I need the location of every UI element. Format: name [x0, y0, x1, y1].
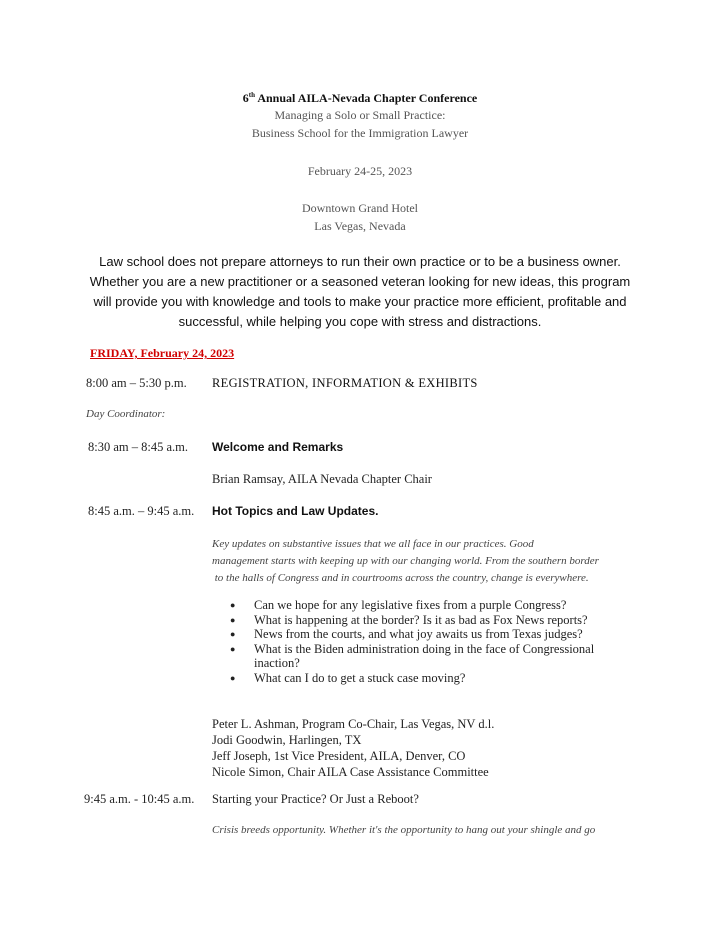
hot-topics-description-line-2: management starts with keeping up with our changing world. From the southern border: [212, 555, 599, 567]
hot-topics-time: 8:45 a.m. – 9:45 a.m.: [88, 504, 195, 518]
hot-topics-title: Hot Topics and Law Updates.: [212, 504, 379, 518]
starting-practice-description: Crisis breeds opportunity. Whether it's the opportunity to hang out your shingle and go: [212, 824, 596, 836]
conference-title: [0, 86, 720, 107]
subtitle-line-1: Managing a Solo or Small Practice:: [274, 108, 446, 122]
bullet-item: ● Can we hope for any legislative fixes from a purple Congress?: [230, 598, 630, 613]
bullet-item: ● News from the courts, and what joy awaits us from Texas judges?: [230, 627, 630, 642]
welcome-time: 8:30 am – 8:45 a.m.: [88, 440, 188, 454]
title-rest: Annual AILA-Nevada Chapter Conference: [255, 91, 478, 105]
hot-topics-description-line-3: to the halls of Congress and in courtrooms across the country, change is everywhere.: [212, 572, 589, 584]
registration-time: 8:00 am – 5:30 p.m.: [86, 376, 187, 390]
title-number: 6: [242, 91, 249, 105]
speaker-line: Nicole Simon, Chair AILA Case Assistance Committee: [212, 765, 489, 779]
subtitle-line-2: Business School for the Immigration Lawyer: [251, 126, 469, 140]
venue-city: Las Vegas, Nevada: [314, 219, 406, 233]
day-coordinator-label: Day Coordinator:: [86, 408, 166, 420]
hot-topics-bullets: [230, 598, 630, 685]
day-heading: FRIDAY, February 24, 2023: [90, 346, 235, 360]
intro-paragraph: Law school does not prepare attorneys to run their own practice or to be a business owner. Whether you are a new practitioner or a seasoned veteran looking for new ideas, this program will provide you with knowledge and tools to make your practice more efficient, profitable and successful, while helping you cope with stress and distractions.: [89, 254, 631, 329]
speaker-line: Peter L. Ashman, Program Co-Chair, Las Vegas, NV d.l.: [212, 717, 495, 731]
conference-dates: February 24-25, 2023: [307, 164, 413, 178]
speaker-line: Jodi Goodwin, Harlingen, TX: [212, 733, 362, 747]
hot-topics-description-line-1: Key updates on substantive issues that we all face in our practices. Good: [212, 538, 534, 550]
title-ordinal-suffix: th: [248, 91, 255, 99]
hot-topics-speakers: [212, 716, 494, 780]
venue-name: Downtown Grand Hotel: [302, 201, 418, 215]
hot-topics-description: [212, 536, 642, 587]
bullet-item: ● What is happening at the border? Is it as bad as Fox News reports?: [230, 613, 630, 628]
starting-practice-title: Starting your Practice? Or Just a Reboot?: [212, 792, 419, 806]
welcome-title: Welcome and Remarks: [212, 440, 344, 454]
starting-practice-time: 9:45 a.m. - 10:45 a.m.: [84, 792, 195, 806]
bullet-item: ● What is the Biden administration doing in the face of Congressional inaction?: [230, 642, 630, 671]
registration-title: REGISTRATION, INFORMATION & EXHIBITS: [212, 376, 478, 390]
welcome-speaker: Brian Ramsay, AILA Nevada Chapter Chair: [212, 472, 432, 486]
speaker-line: Jeff Joseph, 1st Vice President, AILA, Denver, CO: [212, 749, 466, 763]
bullet-item: ● What can I do to get a stuck case moving?: [230, 671, 630, 686]
